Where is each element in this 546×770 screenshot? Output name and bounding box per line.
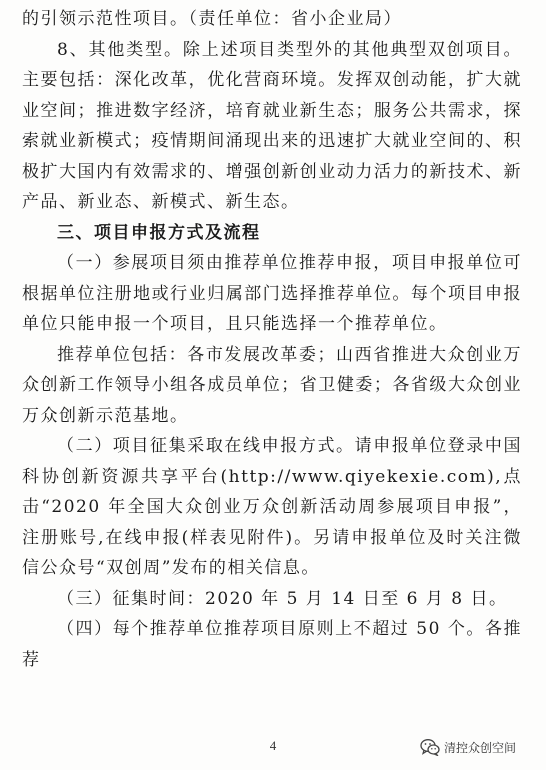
section-heading-application-process: 三、项目申报方式及流程 <box>57 222 261 243</box>
paragraph-continuation: 的引领示范性项目。（责任单位：省小企业局） <box>22 9 402 29</box>
paragraph-recommending-units: 推荐单位包括：各市发展改革委；山西省推进大众创业万众创新工作领导小组各成员单位；省卫健委；各省级大众创业万众创新示范基地。 <box>22 344 522 426</box>
paragraph-item-1-recommendation: （一）参展项目须由推荐单位推荐申报，项目申报单位可根据单位注册地或行业归属部门选择推荐单位。每个项目申报单位只能申报一个项目，且只能选择一个推荐单位。 <box>22 253 522 334</box>
wechat-icon <box>420 738 440 756</box>
paragraph-item-4-project-limit: （四）每个推荐单位推荐项目原则上不超过 50 个。各推荐 <box>22 619 522 670</box>
wechat-watermark <box>420 736 516 758</box>
paragraph-other-types: 8、其他类型。除上述项目类型外的其他典型双创项目。主要包括：深化改革，优化营商环境。发挥双创动能，扩大就业空间；推进数字经济，培育就业新生态；服务公共需求，探索就业新模式；疫情期间涌现出来的迅速扩大就业空间的、积极扩大国内有效需求的、增强创新创业动力活力的新技术、新产品、新业态、新模式、新生态。 <box>22 39 522 212</box>
watermark-text: 清控众创空间 <box>444 740 517 755</box>
paragraph-item-2-online-application: （二）项目征集采取在线申报方式。请申报单位登录中国科协创新资源共享平台(http://www.qiyekexie.com),点击“2020 年全国大众创业万众创新活动周参展项目申报”，注册账号,在线申报(样表见附件)。另请申报单位及时关注微信公众号“双创周”发布的相关信息。 <box>22 436 522 578</box>
paragraph-item-3-collection-time: （三）征集时间：2020 年 5 月 14 日至 6 月 8 日。 <box>57 588 508 609</box>
page-number: 4 <box>269 738 277 753</box>
document-body <box>22 4 522 675</box>
